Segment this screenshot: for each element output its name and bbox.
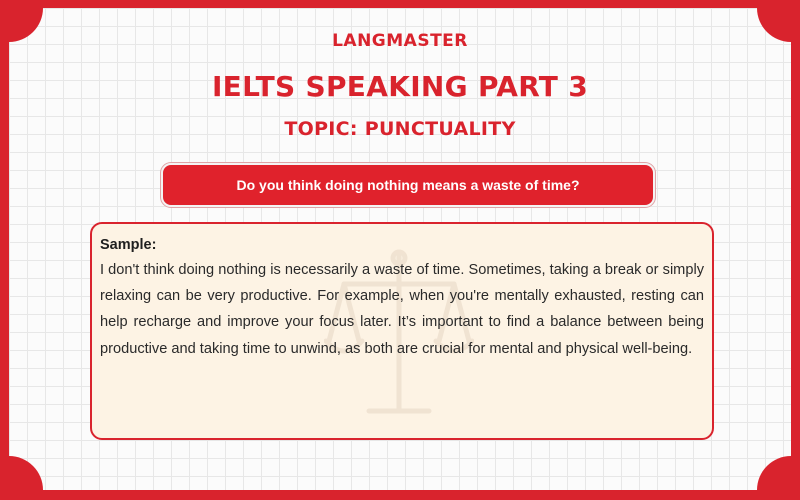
corner-decoration-bottom-right [757,456,791,490]
question-banner [161,163,655,207]
sample-answer-text: I don't think doing nothing is necessarily a waste of time. Sometimes, taking a break or simply relaxing can be very productive. For example, when you're mentally exhausted, resting can help recharge and improve your focus later. It’s important to find a balance between being productive and taking time to unwind, as both are crucial for mental and physical well-being. [100,262,704,357]
topic-subtitle: TOPIC: PUNCTUALITY [284,118,516,140]
brand-logo: LANGMASTER [332,31,468,51]
corner-decoration-bottom-left [9,456,43,490]
card-frame [9,8,791,490]
sample-label: Sample: [100,237,157,253]
page-title: IELTS SPEAKING PART 3 [211,70,589,103]
question-text: Do you think doing nothing means a waste of time? [236,177,580,193]
sample-answer-box [90,222,714,440]
